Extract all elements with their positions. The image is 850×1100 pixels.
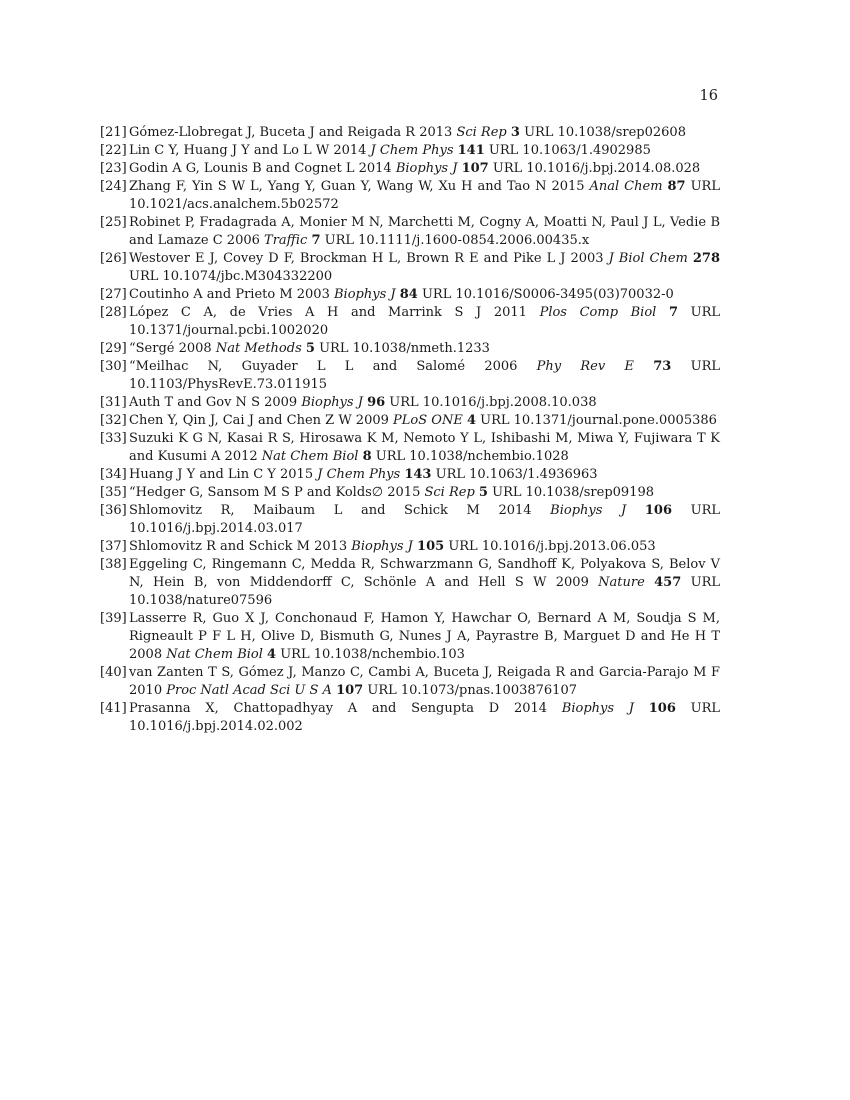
reference-journal: Sci Rep	[424, 485, 475, 500]
reference-volume: 87	[667, 179, 686, 194]
reference-journal: Biophys J	[351, 539, 413, 554]
reference-authors: Shlomovitz R and Schick M 2013	[129, 539, 348, 554]
reference-item	[100, 502, 720, 538]
reference-number: [22]	[100, 143, 127, 158]
reference-volume: 107	[336, 683, 364, 698]
reference-url: URL 10.1038/nature07596	[129, 575, 720, 608]
reference-number: [28]	[100, 305, 127, 320]
reference-text	[129, 502, 720, 538]
reference-url: URL 10.1371/journal.pcbi.1002020	[129, 305, 721, 338]
reference-authors: “Meilhac N, Guyader L L and Salomé 2006	[129, 359, 518, 374]
reference-number: [29]	[100, 341, 127, 356]
reference-text	[129, 124, 720, 142]
reference-item	[100, 124, 720, 142]
reference-number: [30]	[100, 359, 127, 374]
reference-url: URL 10.1038/nchembio.103	[280, 647, 465, 662]
reference-journal: Proc Natl Acad Sci U S A	[166, 683, 332, 698]
reference-url: URL 10.1111/j.1600-0854.2006.00435.x	[324, 233, 590, 248]
reference-item	[100, 340, 720, 358]
reference-journal: Biophys J	[395, 161, 458, 176]
reference-item	[100, 610, 720, 664]
reference-volume: 105	[417, 539, 445, 554]
reference-text	[129, 178, 720, 214]
reference-url: URL 10.1016/j.bpj.2013.06.053	[448, 539, 656, 554]
reference-number: [37]	[100, 539, 127, 554]
reference-authors: Coutinho A and Prieto M 2003	[129, 287, 330, 302]
reference-authors: Huang J Y and Lin C Y 2015	[129, 467, 314, 482]
reference-url: URL 10.1038/nchembio.1028	[375, 449, 569, 464]
reference-volume: 84	[399, 287, 418, 302]
reference-number: [41]	[100, 701, 127, 716]
reference-item	[100, 304, 720, 340]
reference-url: URL 10.1063/1.4936963	[435, 467, 598, 482]
reference-journal: Biophys J	[334, 287, 396, 302]
reference-number: [23]	[100, 161, 127, 176]
reference-authors: van Zanten T S, Gómez J, Manzo C, Cambi A, Buceta J, Reigada R and Garcia-Parajo M F 2010	[129, 665, 720, 698]
reference-item	[100, 250, 720, 286]
reference-item	[100, 214, 720, 250]
reference-volume: 143	[404, 467, 432, 482]
reference-volume: 141	[457, 143, 485, 158]
reference-number: [24]	[100, 179, 127, 194]
reference-url: URL 10.1016/j.bpj.2014.02.002	[129, 701, 721, 734]
reference-url: URL 10.1063/1.4902985	[488, 143, 651, 158]
reference-url: URL 10.1021/acs.analchem.5b02572	[129, 179, 720, 212]
reference-text	[129, 358, 720, 394]
reference-authors: Lin C Y, Huang J Y and Lo L W 2014	[129, 143, 367, 158]
reference-url: URL 10.1074/jbc.M304332200	[129, 269, 333, 284]
reference-number: [33]	[100, 431, 127, 446]
reference-number: [27]	[100, 287, 127, 302]
reference-volume: 7	[311, 233, 321, 248]
reference-number: [21]	[100, 125, 127, 140]
reference-volume: 8	[362, 449, 372, 464]
reference-text	[129, 610, 720, 664]
reference-item	[100, 466, 720, 484]
reference-journal: Biophys J	[561, 701, 634, 716]
reference-volume: 457	[654, 575, 682, 590]
reference-number: [40]	[100, 665, 127, 680]
reference-url: URL 10.1016/S0006-3495(03)70032-0	[421, 287, 674, 302]
reference-journal: Plos Comp Biol	[539, 305, 657, 320]
reference-volume: 73	[653, 359, 672, 374]
reference-url: URL 10.1371/journal.pone.0005386	[480, 413, 717, 428]
reference-authors: Zhang F, Yin S W L, Yang Y, Guan Y, Wang W, Xu H and Tao N 2015	[129, 179, 585, 194]
reference-item	[100, 556, 720, 610]
reference-number: [38]	[100, 557, 127, 572]
reference-authors: “Hedger G, Sansom M S P and Kolds∅ 2015	[129, 485, 421, 500]
reference-volume: 96	[367, 395, 386, 410]
reference-number: [39]	[100, 611, 127, 626]
reference-text	[129, 538, 720, 556]
reference-volume: 5	[478, 485, 488, 500]
reference-url: URL 10.1038/nmeth.1233	[319, 341, 490, 356]
reference-number: [35]	[100, 485, 127, 500]
reference-url: URL 10.1016/j.bpj.2008.10.038	[389, 395, 597, 410]
reference-authors: Shlomovitz R, Maibaum L and Schick M 2014	[129, 503, 532, 518]
reference-authors: Westover E J, Covey D F, Brockman H L, Brown R E and Pike L J 2003	[129, 251, 604, 266]
reference-volume: 4	[466, 413, 477, 428]
reference-journal: Traffic	[264, 233, 308, 248]
page-number: 16	[699, 88, 718, 104]
reference-text	[129, 394, 720, 412]
reference-journal: Biophys J	[550, 503, 627, 518]
reference-item	[100, 484, 720, 502]
reference-url: URL 10.1038/srep02608	[524, 125, 686, 140]
reference-journal: J Biol Chem	[608, 251, 688, 266]
reference-authors: Prasanna X, Chattopadhyay A and Sengupta D 2014	[129, 701, 548, 716]
reference-text	[129, 664, 720, 700]
reference-journal: Nat Chem Biol	[166, 647, 263, 662]
reference-number: [25]	[100, 215, 127, 230]
reference-authors: López C A, de Vries A H and Marrink S J 2011	[129, 305, 527, 320]
reference-item	[100, 142, 720, 160]
reference-journal: J Chem Phys	[317, 467, 401, 482]
reference-journal: PLoS ONE	[393, 413, 463, 428]
reference-text	[129, 286, 720, 304]
reference-journal: Nat Chem Biol	[261, 449, 359, 464]
reference-volume: 106	[644, 503, 672, 518]
reference-authors: Robinet P, Fradagrada A, Monier M N, Marchetti M, Cogny A, Moatti N, Paul J L, Vedie B and Lamaze C 2006	[129, 215, 720, 248]
reference-journal: Biophys J	[301, 395, 363, 410]
reference-url: URL 10.1016/j.bpj.2014.08.028	[492, 161, 701, 176]
reference-authors: Gómez-Llobregat J, Buceta J and Reigada R 2013	[129, 125, 453, 140]
reference-volume: 7	[668, 305, 678, 320]
reference-authors: Lasserre R, Guo X J, Conchonaud F, Hamon Y, Hawchar O, Bernard A M, Soudja S M, Rigneault P F L H, Olive D, Bismuth G, Nunes J A, Payrastre B, Marguet D and He H T 2008	[129, 611, 720, 662]
reference-text	[129, 142, 720, 160]
reference-text	[129, 214, 720, 250]
reference-text	[129, 340, 720, 358]
reference-list	[100, 124, 720, 736]
reference-volume: 5	[305, 341, 315, 356]
reference-text	[129, 484, 720, 502]
reference-text	[129, 466, 720, 484]
reference-journal: Sci Rep	[456, 125, 507, 140]
reference-volume: 3	[510, 125, 520, 140]
reference-number: [26]	[100, 251, 127, 266]
reference-journal: Nature	[598, 575, 645, 590]
reference-text	[129, 304, 720, 340]
reference-item	[100, 430, 720, 466]
reference-url: URL 10.1073/pnas.1003876107	[367, 683, 577, 698]
reference-authors: Chen Y, Qin J, Cai J and Chen Z W 2009	[129, 413, 389, 428]
reference-text	[129, 160, 720, 178]
reference-item	[100, 664, 720, 700]
reference-item	[100, 160, 720, 178]
reference-volume: 106	[648, 701, 676, 716]
reference-text	[129, 250, 720, 286]
reference-text	[129, 700, 720, 736]
reference-url: URL 10.1016/j.bpj.2014.03.017	[129, 503, 721, 536]
reference-authors: Suzuki K G N, Kasai R S, Hirosawa K M, Nemoto Y L, Ishibashi M, Miwa Y, Fujiwara T K and Kusumi A 2012	[129, 431, 720, 464]
reference-url: URL 10.1038/srep09198	[492, 485, 655, 500]
reference-volume: 278	[692, 251, 721, 266]
reference-url: URL 10.1103/PhysRevE.73.011915	[129, 359, 720, 392]
reference-item	[100, 358, 720, 394]
reference-journal: Nat Methods	[215, 341, 302, 356]
reference-item	[100, 538, 720, 556]
reference-text	[129, 556, 720, 610]
reference-authors: Godin A G, Lounis B and Cognet L 2014	[129, 161, 392, 176]
reference-number: [31]	[100, 395, 127, 410]
reference-item	[100, 286, 720, 304]
reference-text	[129, 412, 720, 430]
reference-volume: 107	[461, 161, 489, 176]
reference-authors: Auth T and Gov N S 2009	[129, 395, 298, 410]
reference-item	[100, 178, 720, 214]
reference-number: [36]	[100, 503, 127, 518]
reference-authors: “Sergé 2008	[129, 341, 212, 356]
reference-journal: Phy Rev E	[536, 359, 634, 374]
reference-item	[100, 394, 720, 412]
reference-number: [32]	[100, 413, 127, 428]
reference-item	[100, 412, 720, 430]
reference-journal: J Chem Phys	[370, 143, 454, 158]
reference-item	[100, 700, 720, 736]
reference-volume: 4	[267, 647, 277, 662]
reference-journal: Anal Chem	[589, 179, 663, 194]
reference-authors: Eggeling C, Ringemann C, Medda R, Schwarzmann G, Sandhoff K, Polyakova S, Belov V N, Hein B, von Middendorff C, Schönle A and Hell S W 2009	[129, 557, 720, 590]
reference-number: [34]	[100, 467, 127, 482]
reference-text	[129, 430, 720, 466]
